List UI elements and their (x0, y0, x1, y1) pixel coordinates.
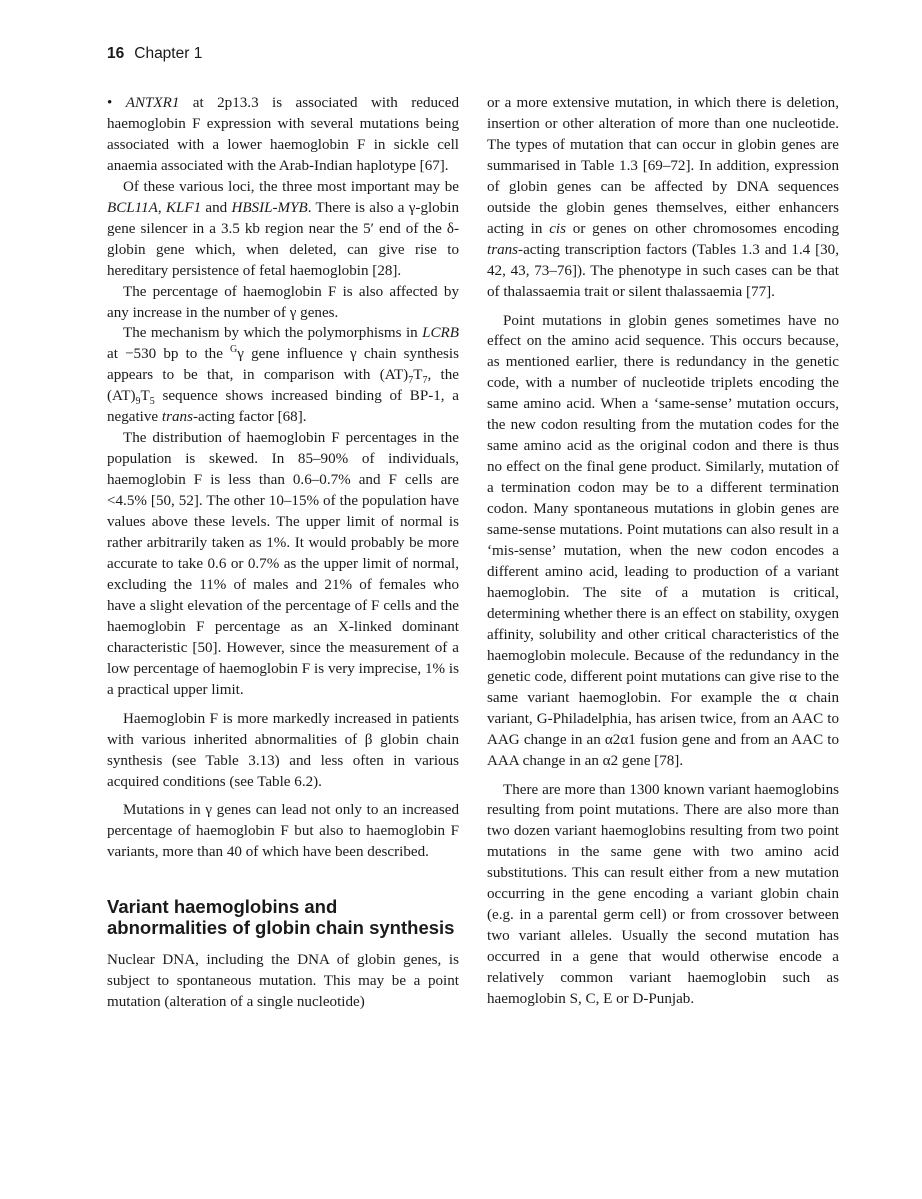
left-column (107, 93, 459, 1013)
text-run: , the (AT) (107, 367, 459, 405)
paragraph-distribution: The distribution of haemoglobin F percentages in the population is skewed. In 85–90% of individuals, haemoglobin F is less than 0.6–0.7% and F cells are <4.5% [50, 52]. The other 10–15% of the population have values above these levels. The upper limit of normal is rather arbitrarily taken as 1%. It would probably be more accurate to take 0.6 or 0.7% as the upper limit of normal, excluding the 11% of males and 21% of females who have a slight elevation of the percentage of F cells and the haemoglobin F percentage as an X-linked dominant characteristic [50]. However, since the measurement of a low percentage of haemoglobin F is very imprecise, 1% is a practical upper limit. (107, 430, 459, 698)
text-run: γ gene influence γ chain synthesis appears to be that, in comparison with (AT) (107, 346, 459, 384)
text-run: -acting factor [68]. (192, 409, 307, 426)
paragraph-variant-count: There are more than 1300 known variant haemoglobins resulting from point mutations. There are also more than two dozen variant haemoglobins resulting from two point mutations in the same gene with two amino acid substitutions. This can result either from a new mutation occurring in the gene encoding a variant globin chain (e.g. in a parental germ cell) or from crossover between two variant alleles. Usually the second mutation has occurred in a gene that would otherwise encode a relatively common variant haemoglobin such as haemoglobin S, C, E or D-Punjab. (487, 781, 839, 1008)
text-run: T (413, 367, 423, 384)
paragraph-mechanism (107, 323, 459, 428)
paragraph-inherited: Haemoglobin F is more markedly increased in patients with various inherited abnormalities of β globin chain synthesis (see Table 3.13) and less often in various acquired conditions (see Table 6.2). (107, 710, 459, 790)
text-run: at −530 bp to the (107, 346, 231, 363)
gene-hbsil-myb: HBSIL-MYB (231, 199, 308, 216)
italic-trans: trans (161, 409, 193, 426)
bullet-glyph: • (107, 95, 113, 111)
italic-cis: cis (549, 220, 566, 237)
paragraph-text: at 2p13.3 is associated with reduced haemoglobin F expression with several mutations being associated with a lower haemoglobin F in sickle cell anaemia associated with the Arab-Indian haplotype [67]. (107, 95, 459, 174)
gene-klf1: KLF1 (165, 199, 202, 216)
italic-trans: trans (487, 241, 519, 258)
gene-bcl11a: BCL11A (107, 199, 158, 216)
paragraph-gamma-mutations: Mutations in γ genes can lead not only to an increased percentage of haemoglobin F but also to haemoglobin F variants, more than 40 of which have been described. (107, 802, 459, 861)
subscript: 9 (135, 396, 141, 408)
paragraph-point-mutations: Point mutations in globin genes sometimes have no effect on the amino acid sequence. This occurs because, as mentioned earlier, there is redundancy in the genetic code, with a number of nucleotide triplets encoding the same amino acid. When a ‘same-sense’ mutation occurs, the new codon resulting from the mutation codes for the same amino acid as the original codon and there is thus no effect on the final gene product. Similarly, mutation of a termination codon may be to a different termination codon. Many spontaneous mutations in globin genes are same-sense mutations. Point mutations can also result in a ‘mis-sense’ mutation, when the new codon encodes a different amino acid, leading to production of a variant haemoglobin. The site of a mutation is critical, determining whether there is an effect on stability, oxygen affinity, solubility and other critical characteristics of the haemoglobin molecule. Because of the redundancy in the genetic code, different point mutations can give rise to the same variant haemoglobin. For example the α chain variant, G-Philadelphia, has arisen twice, from an AAC to AAG change in an α2α1 fusion gene and from an AAC to AAA change in an α2 gene [78]. (487, 312, 839, 769)
subscript: 5 (149, 396, 155, 408)
section-heading: Variant haemoglobins and abnormalities of globin chain synthesis (107, 896, 455, 939)
text-run: sequence shows increased binding of BP-1, a negative (107, 388, 459, 426)
text-run: Of these various loci, the three most important may be (123, 178, 459, 195)
page-number: 16 (107, 45, 125, 62)
text-run: or a more extensive mutation, in which there is deletion, insertion or other alteration of more than one nucleotide. The types of mutation that can occur in globin genes are summarised in Table 1.3 [69–72]. In addition, expression of globin genes can be affected by DNA sequences outside the globin genes themselves, either enhancers acting in (487, 95, 839, 237)
superscript: G (230, 344, 238, 356)
chapter-label: Chapter 1 (134, 45, 203, 62)
subscript: 7 (408, 375, 414, 387)
text-run: -acting transcription factors (Tables 1.3 and 1.4 [30, 42, 43, 73–76]). The phenotype in such cases can be that of thalassaemia trait or silent thalassaemia [77]. (487, 241, 839, 300)
running-header (107, 45, 202, 63)
text-run: or genes on other chromosomes encoding (566, 220, 839, 237)
paragraph-extensive-mutation (487, 93, 839, 303)
subscript: 7 (422, 375, 428, 387)
paragraph-antxr1 (107, 93, 459, 177)
paragraph-nuclear-dna: Nuclear DNA, including the DNA of globin genes, is subject to spontaneous mutation. This may be a point mutation (alteration of a single nucleotide) (107, 952, 459, 1011)
text-run: . There is also a γ-globin gene silencer in a 3.5 kb region near the 5′ end of the δ-globin gene which, when deleted, can give rise to hereditary persistence of fetal haemoglobin [28]. (107, 199, 460, 279)
paragraph-gamma-genes: The percentage of haemoglobin F is also affected by any increase in the number of γ genes. (107, 283, 459, 321)
text-run: The mechanism by which the polymorphisms in (123, 325, 423, 342)
paragraph-loci (107, 177, 459, 282)
gene-lcrb: LCRB (422, 325, 459, 342)
gene-antxr1: ANTXR1 (125, 95, 180, 111)
text-run: , (157, 199, 166, 216)
text-run: and (201, 199, 232, 216)
right-column (487, 93, 839, 1010)
text-run: T (140, 388, 150, 405)
